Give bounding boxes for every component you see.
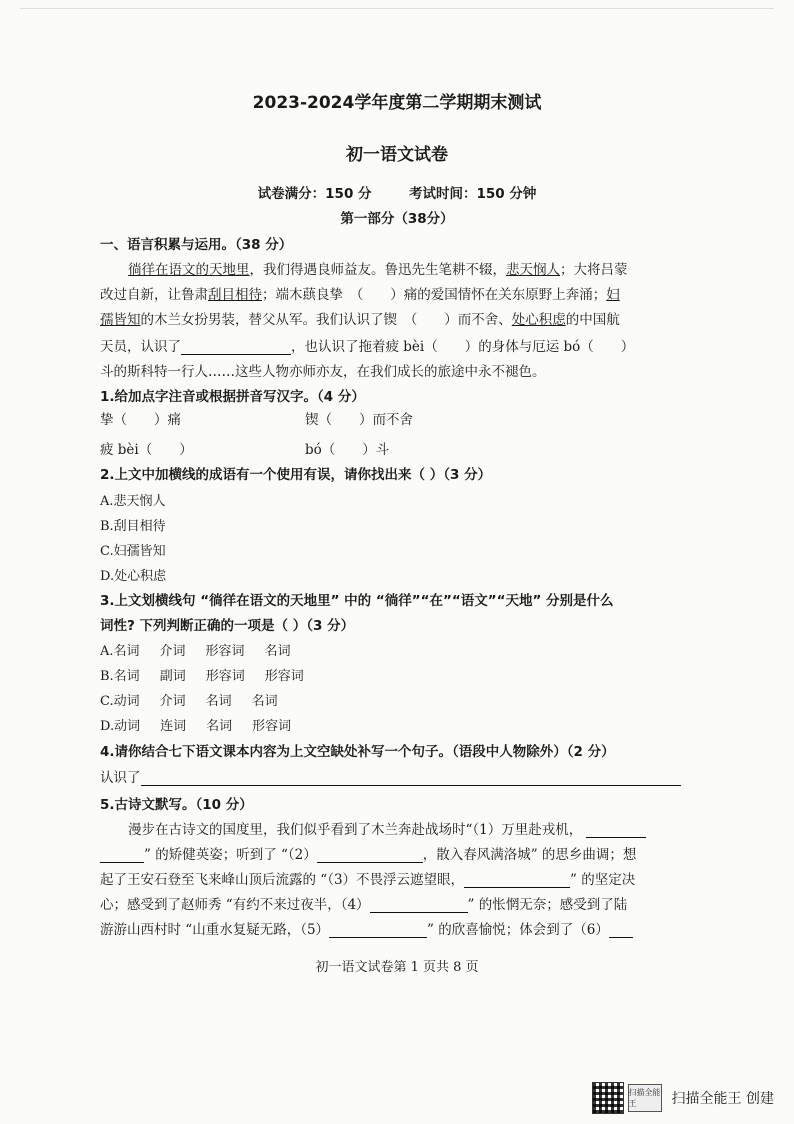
passage-text: ” 的欣喜愉悦；体会到了（6） (427, 922, 609, 938)
scanner-watermark (592, 1080, 774, 1116)
option-word: 形容词 (264, 669, 304, 684)
q5-blank-3[interactable] (464, 873, 570, 888)
idiom-underlined: 悲天悯人 (506, 262, 560, 278)
option-word: 介词 (159, 644, 186, 659)
answer-prefix: 认识了 (100, 770, 141, 786)
q3-option-b[interactable] (100, 665, 324, 684)
passage-text: ” 的坚定决 (570, 872, 636, 888)
section-heading: 一、语言积累与运用。（38 分） (100, 237, 293, 253)
passage-text: ” 的矫健英姿；听到了 “（2） (144, 847, 317, 863)
passage-text: ，散入春风满洛城” 的思乡曲调；想 (422, 847, 637, 863)
scanner-logo: 扫描全能王 (628, 1084, 662, 1112)
q5-blank-2[interactable] (317, 848, 423, 863)
q5-line-2 (100, 843, 636, 863)
passage-text: 心；感受到了赵师秀 “有约不来过夜半，（4） (100, 897, 370, 913)
q1-item-b: 锲（ ）而不舍 (305, 412, 413, 428)
passage-line-5: 斗的斯科特一行人……这些人物亦师亦友，在我们成长的旅途中永不褪色。 (100, 364, 546, 380)
scan-edge-line (20, 8, 774, 9)
q5-blank-1a[interactable] (586, 823, 646, 838)
idiom-underlined: 刮目相待 (208, 287, 262, 303)
passage-text: 改过自新，让鲁肃 (100, 287, 208, 303)
passage-line-2 (100, 283, 620, 303)
passage-text: 天员，认识了 (100, 339, 181, 355)
question-5-stem: 5.古诗文默写。（10 分） (100, 797, 253, 813)
idiom-underlined: 妇 (606, 287, 620, 303)
q1-item-a: 挚（ ）痛 (100, 412, 181, 428)
idiom-underlined: 处心积虑 (511, 312, 566, 328)
option-word: 形容词 (205, 669, 245, 684)
question-4-stem: 4.请你结合七下语文课本内容为上文空缺处补写一个句子。（语段中人物除外）（2 分） (100, 744, 615, 760)
passage-text: ” 的怅惘无奈；感受到了陆 (467, 897, 628, 913)
option-word: 名词 (264, 644, 291, 659)
q5-line-3 (100, 868, 635, 888)
q2-option-c[interactable]: C.妇孺皆知 (100, 544, 166, 559)
page-footer: 初一语文试卷第 1 页共 8 页 (315, 960, 479, 975)
part-heading: 第一部分（38分） (340, 211, 454, 227)
q4-answer-blank[interactable] (141, 771, 681, 786)
passage-text: ；大将吕蒙 (560, 262, 628, 278)
q5-line-4 (100, 893, 627, 913)
q5-blank-5[interactable] (329, 923, 427, 938)
q3-option-d[interactable] (100, 715, 311, 734)
exam-info (0, 182, 794, 202)
exam-title: 2023-2024学年度第二学期期末测试 (252, 93, 542, 113)
q5-blank-6[interactable] (609, 923, 633, 938)
passage-text: 漫步在古诗文的国度里，我们似乎看到了木兰奔赴战场时“（1）万里赴戎机， (128, 822, 583, 838)
q1-item-c: 疲 bèi（ ） (100, 442, 193, 458)
passage-text: ；端木蕻良挚 （ ）痛的爱国情怀在关东原野上奔涌； (262, 287, 607, 303)
question-1-stem: 1.给加点字注音或根据拼音写汉字。（4 分） (100, 389, 365, 405)
passage-text: 游游山西村时 “山重水复疑无路，（5） (100, 922, 330, 938)
underlined-phrase: 徜徉在语文的天地里 (128, 262, 250, 278)
passage-text: 的中国航 (565, 312, 620, 328)
time-info: 考试时间：150 分钟 (408, 186, 537, 202)
passage-text: ，也认识了拖着疲 bèi（ ）的身体与厄运 bó（ ） (291, 339, 635, 355)
q3-option-c[interactable] (100, 690, 298, 709)
q5-blank-1b[interactable] (100, 848, 144, 863)
q4-answer-line (100, 766, 681, 786)
q1-item-d: bó（ ）斗 (305, 442, 390, 458)
option-word: B.名词 (100, 669, 140, 684)
option-word: A.名词 (100, 644, 140, 659)
question-3-stem-line-1: 3.上文划横线句 “徜徉在语文的天地里” 中的 “徜徉”“在”“语文”“天地” 分别是什么 (100, 593, 614, 609)
question-3-stem-line-2: 词性? 下列判断正确的一项是（ ）（3 分） (100, 618, 355, 634)
passage-line-3 (100, 308, 620, 328)
exam-subtitle: 初一语文试卷 (346, 145, 448, 165)
q2-option-d[interactable]: D.处心积虑 (100, 569, 167, 584)
q5-blank-4[interactable] (370, 898, 468, 913)
qr-code-icon (592, 1082, 624, 1114)
option-word: 名词 (251, 694, 278, 709)
option-word: C.动词 (100, 694, 140, 709)
q2-option-b[interactable]: B.刮目相待 (100, 519, 166, 534)
q3-option-a[interactable] (100, 640, 311, 659)
idiom-underlined: 孺皆知 (100, 312, 141, 328)
option-word: 名词 (206, 719, 233, 734)
passage-line-1 (128, 258, 628, 278)
option-word: 副词 (159, 669, 186, 684)
option-word: 连词 (160, 719, 187, 734)
q5-line-1 (128, 818, 646, 838)
q2-option-a[interactable]: A.悲天悯人 (100, 494, 166, 509)
option-word: 名词 (205, 694, 232, 709)
score-info: 试卷满分：150 分 (257, 186, 372, 202)
option-word: 介词 (159, 694, 186, 709)
question-2-stem: 2.上文中加横线的成语有一个使用有误，请你找出来（ ）（3 分） (100, 467, 492, 483)
q5-line-5 (100, 918, 633, 938)
passage-text: 起了王安石登至飞来峰山顶后流露的 “（3）不畏浮云遮望眼， (100, 872, 465, 888)
passage-text: ，我们得遇良师益友。鲁迅先生笔耕不辍， (249, 262, 506, 278)
passage-line-4 (100, 335, 634, 355)
option-word: 形容词 (252, 719, 292, 734)
option-word: 形容词 (205, 644, 245, 659)
answer-blank[interactable] (181, 340, 291, 355)
option-word: D.动词 (100, 719, 141, 734)
passage-text: 的木兰女扮男装，替父从军。我们认识了锲 （ ）而不舍、 (140, 312, 512, 328)
scanner-label: 扫描全能王 创建 (671, 1091, 774, 1107)
